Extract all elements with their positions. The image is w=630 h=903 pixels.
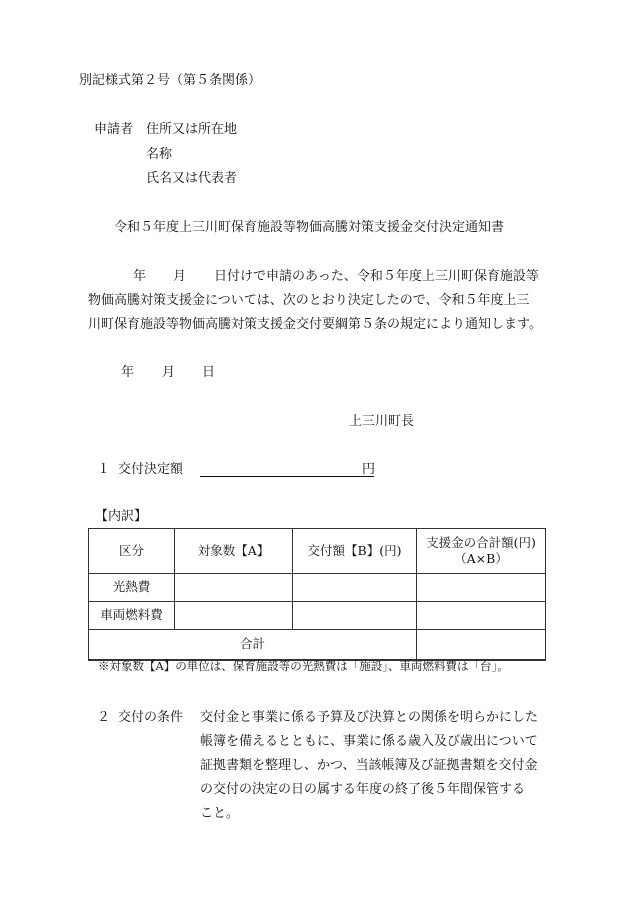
body-date-month: 月 (173, 269, 187, 284)
header-total (417, 529, 546, 574)
applicant-role: 申請者 (94, 122, 134, 137)
section1-unit: 円 (362, 462, 376, 477)
document-title: 令和５年度上三川町保育施設等物価高騰対策支援金交付決定通知書 (114, 220, 505, 235)
issue-date-day: 日 (202, 365, 216, 380)
condition-line: 帳簿を備えるとともに、事業に係る歳入及び歳出について (200, 734, 538, 749)
table-header-row (89, 529, 546, 574)
condition-line: こと。 (200, 806, 240, 821)
row-count (175, 602, 293, 630)
form-reference: 別記様式第２号（第５条関係） (79, 73, 262, 88)
header-category: 区分 (89, 529, 175, 574)
total-value (417, 630, 546, 661)
total-label: 合計 (89, 630, 417, 661)
issue-date-year: 年 (121, 365, 135, 380)
amount-blank-line (200, 476, 374, 477)
applicant-address: 住所又は所在地 (146, 122, 238, 137)
row-total (417, 574, 546, 602)
applicant-name: 名称 (146, 147, 173, 162)
table-row (89, 602, 546, 630)
body-line-2: 物価高騰対策支援金については、次のとおり決定したので、令和５年度上三 (88, 293, 530, 308)
header-count: 対象数【A】 (175, 529, 293, 574)
row-category: 光熱費 (89, 574, 175, 602)
header-total-line1: 支援金の合計額(円) (426, 535, 536, 551)
issuer: 上三川町長 (349, 414, 415, 429)
row-count (175, 574, 293, 602)
header-amount: 交付額【B】(円) (293, 529, 417, 574)
row-amount (293, 574, 417, 602)
table-row (89, 574, 546, 602)
condition-line: 交付金と事業に係る予算及び決算との関係を明らかにした (200, 710, 539, 725)
table-total-row (89, 630, 546, 661)
body-line-3: 川町保育施設等物価高騰対策支援金交付要綱第５条の規定により通知します。 (88, 317, 542, 332)
condition-line: 証拠書類を整理し、かつ、当該帳簿及び証拠書類を交付金 (200, 758, 538, 773)
applicant-representative: 氏名又は代表者 (146, 171, 238, 186)
section2-number: ２ (97, 710, 111, 725)
row-total (417, 602, 546, 630)
section1-number: １ (97, 462, 111, 477)
condition-line: の交付の決定の日の属する年度の終了後５年間保管する (200, 782, 526, 797)
body-date-year: 年 (133, 269, 147, 284)
section2-label: 交付の条件 (118, 710, 184, 725)
breakdown-note: ※対象数【A】の単位は、保育施設等の光熱費は「施設」、車両燃料費は「台」。 (98, 659, 509, 673)
row-amount (293, 602, 417, 630)
breakdown-heading: 【内訳】 (95, 509, 148, 524)
body-line-1: 日付けで申請のあった、令和５年度上三川町保育施設等 (214, 269, 539, 284)
section1-label: 交付決定額 (118, 462, 184, 477)
header-total-line2: （A×B） (454, 551, 508, 566)
row-category: 車両燃料費 (89, 602, 175, 630)
issue-date-month: 月 (162, 365, 176, 380)
breakdown-table (88, 528, 546, 661)
